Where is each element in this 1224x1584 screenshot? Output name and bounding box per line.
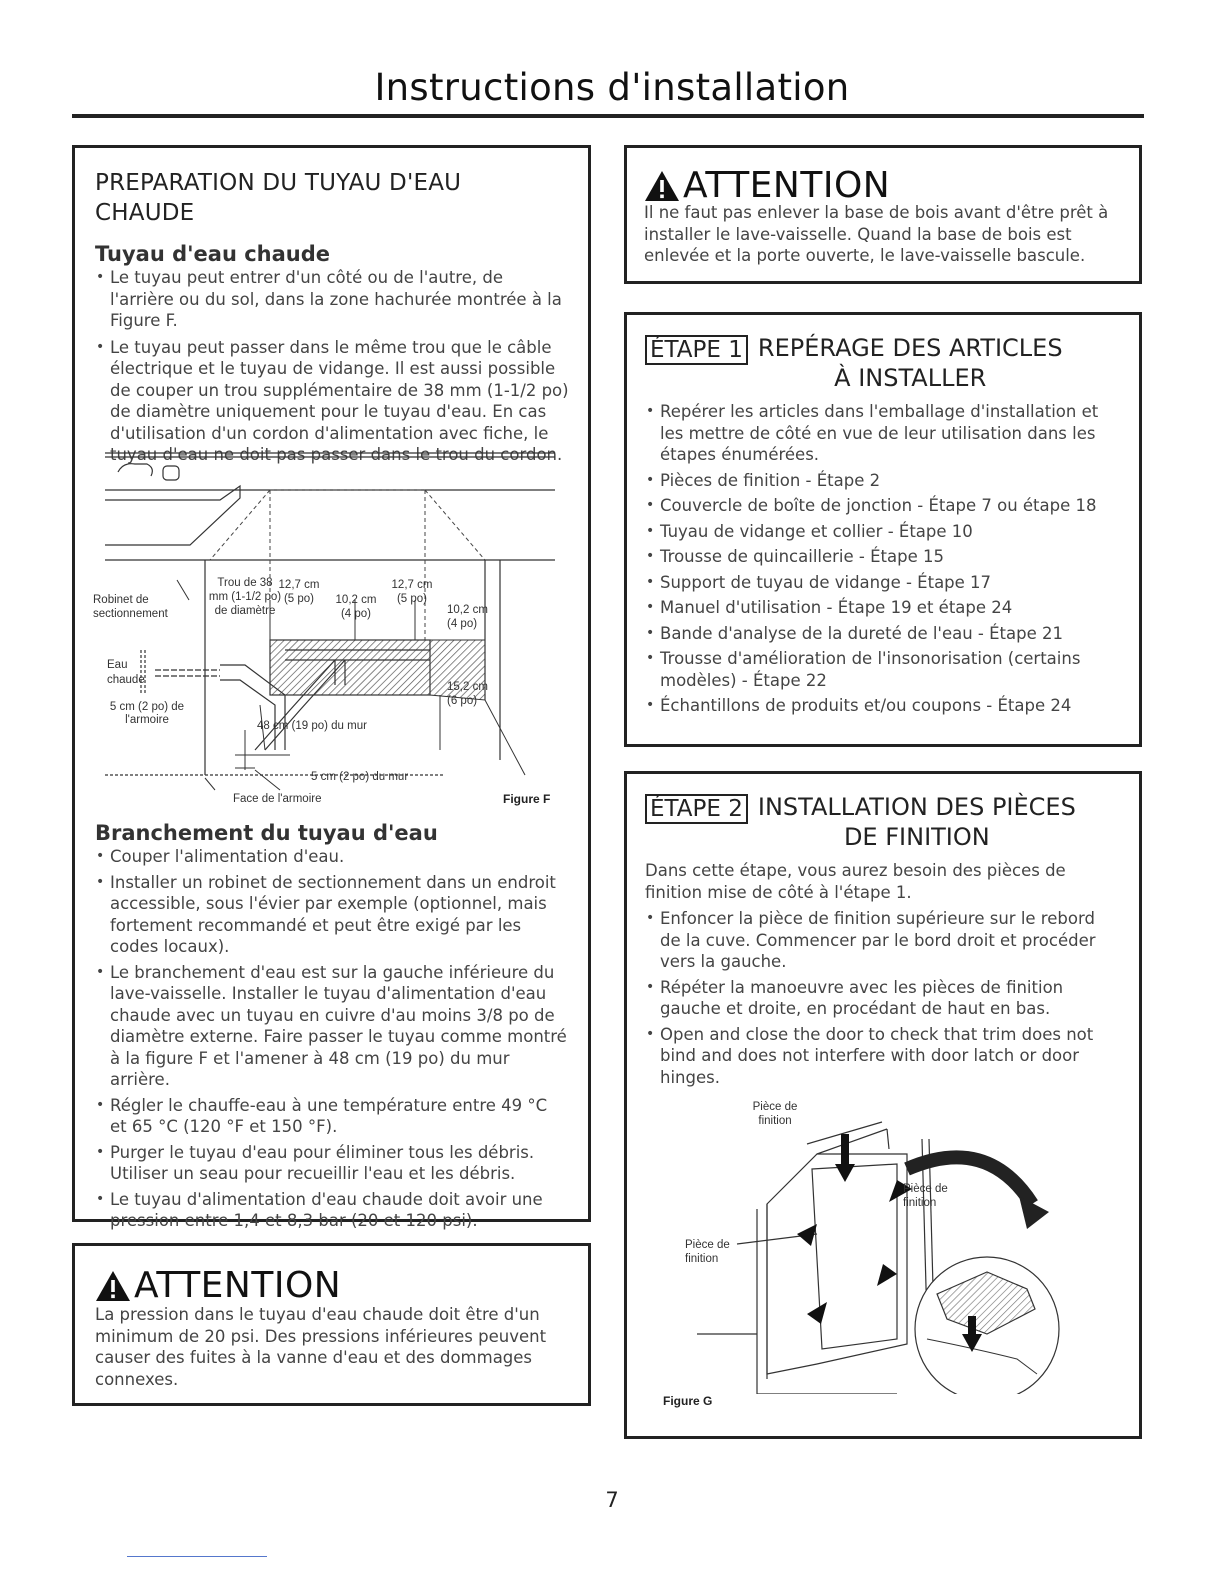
etape-2-intro: Dans cette étape, vous aurez besoin des pièces de finition mise de côté à l'étape 1. <box>645 861 1066 902</box>
list-item: • Support de tuyau de vidange - Étape 17 <box>645 572 1115 594</box>
fig-f-cm48: 48 cm (19 po) du mur <box>257 720 367 732</box>
title-rule <box>72 114 1144 118</box>
list-item: • Manuel d'utilisation - Étape 19 et étape 24 <box>645 597 1115 619</box>
list-item: • Couper l'alimentation d'eau. <box>95 846 569 868</box>
tuyau-bullet-list <box>95 267 569 466</box>
fig-f-dim-152: 15,2 cm (6 po) <box>447 681 488 707</box>
list-item: • Installer un robinet de sectionnement dans un endroit accessible, sous l'évier par exemple (optionnel, mais fortement recommandé et peut être exigé par les codes locaux). <box>95 872 569 958</box>
list-item: • Tuyau de vidange et collier - Étape 10 <box>645 521 1115 543</box>
branchement-bullet-list <box>95 846 569 1232</box>
list-item: • Trousse de quincaillerie - Étape 15 <box>645 546 1115 568</box>
fig-f-dim-127a: 12,7 cm (5 po) <box>278 579 320 605</box>
tuyau-heading: Tuyau d'eau chaude <box>95 242 331 266</box>
list-item: • Couvercle de boîte de jonction - Étape 7 ou étape 18 <box>645 495 1115 517</box>
warning-triangle-icon <box>644 170 680 202</box>
etape-1-title-line1: REPÉRAGE DES ARTICLES <box>757 334 1063 362</box>
fig-g-piece-right: Pièce de finition <box>903 1183 948 1209</box>
attention-box-left <box>72 1243 591 1406</box>
etape-1-bullet-list <box>645 401 1115 717</box>
etape-2-header <box>645 792 1115 852</box>
hot-water-prep-section <box>72 145 591 1230</box>
etape-2-title-line2: DE FINITION <box>843 823 990 851</box>
fig-g-piece-top: Pièce de finition <box>752 1101 798 1127</box>
list-item: • Échantillons de produits et/ou coupons - Étape 24 <box>645 695 1115 717</box>
list-item: • Le tuyau d'alimentation d'eau chaude doit avoir une pression entre 1,4 et 8,3 bar (20 et 120 psi). <box>95 1189 569 1232</box>
bottom-link-rule <box>127 1556 267 1557</box>
etape-1-title-line2: À INSTALLER <box>834 364 987 392</box>
list-item: • Bande d'analyse de la dureté de l'eau - Étape 21 <box>645 623 1115 645</box>
attention-heading-left <box>95 1266 341 1306</box>
figure-f-label: Figure F <box>503 792 551 806</box>
etape-2-title-line1: INSTALLATION DES PIÈCES <box>757 793 1076 821</box>
attention-text-left: La pression dans le tuyau d'eau chaude doit être d'un minimum de 20 psi. Des pressions inférieures peuvent causer des fuites à la vanne d'eau et des dommages connexes. <box>95 1305 547 1389</box>
etape-2-bullet-list <box>645 908 1115 1088</box>
warning-triangle-icon <box>95 1270 131 1302</box>
list-item: • Trousse d'amélioration de l'insonorisation (certains modèles) - Étape 22 <box>645 648 1115 691</box>
list-item: • Le branchement d'eau est sur la gauche inférieure du lave-vaisselle. Installer le tuyau d'alimentation d'eau chaude avec un tuyau en cuivre d'au moins 3/8 po de diamètre externe. Faire passer le tuyau comme montré à la figure F et l'amener à 48 cm (19 po) du mur arrière. <box>95 962 569 1091</box>
list-item: • Répéter la manoeuvre avec les pièces de finition gauche et droite, en procédant de haut en bas. <box>645 977 1115 1020</box>
attention-text-right: Il ne faut pas enlever la base de bois avant d'être prêt à installer le lave-vaisselle. Quand la base de bois est enlevée et la porte ouverte, le lave-vaisselle bascule. <box>644 203 1109 265</box>
page-title: Instructions d'installation <box>374 66 850 109</box>
etape-2-title <box>758 792 1076 852</box>
fig-f-robinet-label: Robinet de sectionnement <box>93 594 168 620</box>
etape-2-section <box>624 771 1142 1439</box>
fig-f-cm5-mur: 5 cm (2 po) du mur <box>311 771 409 783</box>
attention-label: ATTENTION <box>134 1265 342 1306</box>
hatched-entry-zone <box>270 640 430 695</box>
etape-1-badge: ÉTAPE 1 <box>645 335 748 365</box>
fig-f-trou-label: Trou de 38 mm (1-1/2 po) de diamètre <box>208 577 282 617</box>
list-item: • Purger le tuyau d'eau pour éliminer tous les débris. Utiliser un seau pour recueillir l'eau et les débris. <box>95 1142 569 1185</box>
list-item: • Repérer les articles dans l'emballage d'installation et les mettre de côté en vue de leur utilisation dans les étapes énumérées. <box>645 401 1115 466</box>
list-item: • Régler le chauffe-eau à une température entre 49 °C et 65 °C (120 °F et 150 °F). <box>95 1095 569 1138</box>
attention-box-right <box>624 145 1142 284</box>
list-item: • Le tuyau peut passer dans le même trou que le câble électrique et le tuyau de vidange. Il est aussi possible de couper un trou supplémentaire de 38 mm (1-1/2 po) de diamètre uniquement pour le tuyau d'eau. En cas d'utilisation d'un cordon d'alimentation avec fiche, le tuyau d'eau ne doit pas passer dans le trou du cordon. <box>95 337 569 466</box>
fig-f-eau-chaude: Eau chaude <box>107 659 145 686</box>
list-item: • Enfoncer la pièce de finition supérieure sur le rebord de la cuve. Commencer par le bord droit et procéder vers la gauche. <box>645 908 1115 973</box>
etape-2-badge: ÉTAPE 2 <box>645 794 748 824</box>
fig-f-dim-102a: 10,2 cm (4 po) <box>335 594 377 620</box>
section-title: PREPARATION DU TUYAU D'EAU CHAUDE <box>95 170 462 226</box>
fig-g-piece-left: Pièce de finition <box>685 1239 730 1265</box>
figure-g-label: Figure G <box>663 1394 713 1408</box>
branchement-heading: Branchement du tuyau d'eau <box>95 821 438 845</box>
etape-1-section <box>624 312 1142 747</box>
list-item: • Pièces de finition - Étape 2 <box>645 470 1115 492</box>
attention-label: ATTENTION <box>683 165 891 206</box>
attention-heading-right <box>644 166 890 206</box>
page-number: 7 <box>605 1488 619 1512</box>
list-item: • Open and close the door to check that trim does not bind and does not interfere with door latch or door hinges. <box>645 1024 1115 1089</box>
fig-f-dim-127b: 12,7 cm (5 po) <box>391 579 433 605</box>
etape-1-header <box>645 333 1115 393</box>
fig-f-face: Face de l'armoire <box>233 793 322 805</box>
fig-f-dim-102b: 10,2 cm (4 po) <box>447 604 488 630</box>
list-item: • Le tuyau peut entrer d'un côté ou de l'autre, de l'arrière ou du sol, dans la zone hachurée montrée à la Figure F. <box>95 267 569 332</box>
fig-f-cm5-armoire: 5 cm (2 po) de l'armoire <box>109 701 185 726</box>
etape-1-title <box>758 333 1063 393</box>
